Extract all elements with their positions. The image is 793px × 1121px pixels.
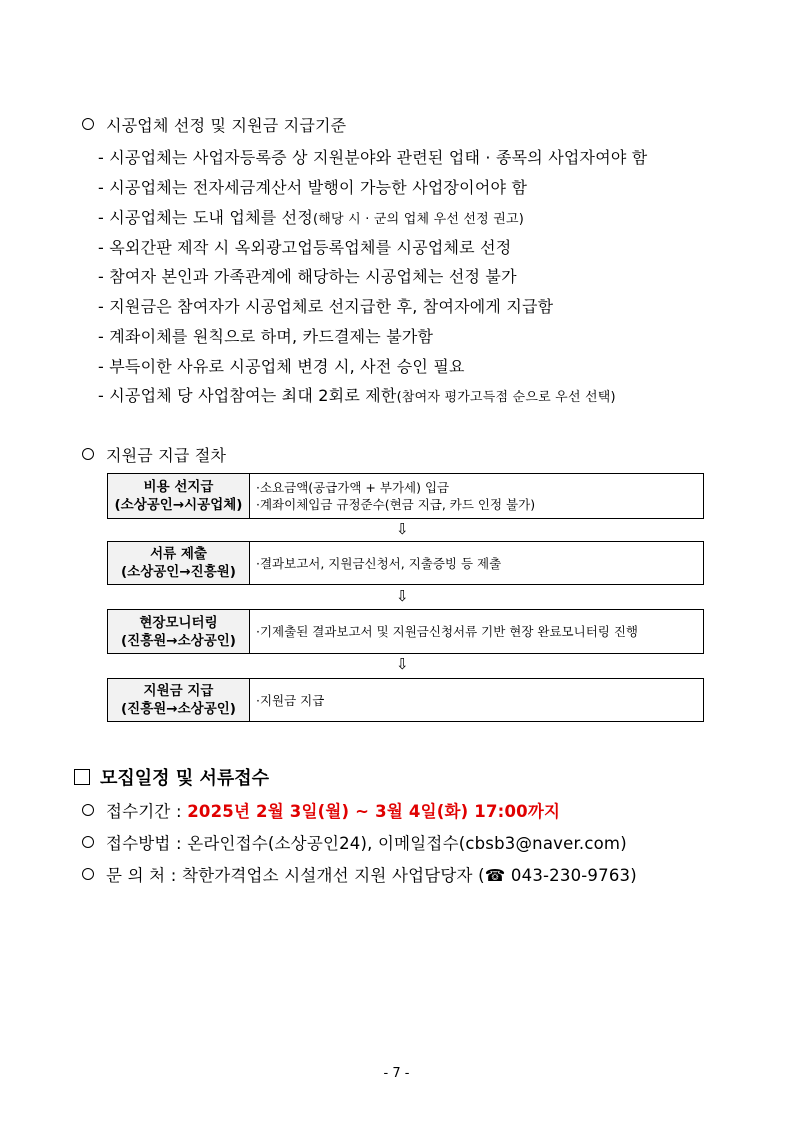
step-label: 현장모니터링 (진흥원→소상공인)	[108, 610, 250, 653]
criteria-item: - 시공업체 당 사업참여는 최대 2회로 제한(참여자 평가고득점 순으로 우선 선택)	[98, 386, 616, 405]
criteria-item: - 옥외간판 제작 시 옥외광고업등록업체를 시공업체로 선정	[98, 238, 512, 257]
recruit-method: 접수방법 : 온라인접수(소상공인24), 이메일접수(cbsb3@naver.com)	[82, 830, 627, 854]
step-description: ·기제출된 결과보고서 및 지원금신청서류 기반 현장 완료모니터링 진행	[256, 624, 638, 639]
procedure-step	[107, 541, 704, 585]
criteria-item: - 부득이한 사유로 시공업체 변경 시, 사전 승인 필요	[98, 357, 465, 376]
recruit-heading: 모집일정 및 서류접수	[74, 764, 269, 790]
procedure-step	[107, 473, 704, 519]
down-arrow-icon: ⇩	[396, 655, 409, 673]
step-description: ·결과보고서, 지원금신청서, 지출증빙 등 제출	[256, 555, 502, 571]
circle-bullet-icon	[82, 868, 94, 880]
criteria-item: - 지원금은 참여자가 시공업체로 선지급한 후, 참여자에게 지급함	[98, 297, 554, 316]
circle-bullet-icon	[82, 836, 94, 848]
down-arrow-icon: ⇩	[396, 520, 409, 538]
criteria-item: - 계좌이체를 원칙으로 하며, 카드결제는 불가함	[98, 327, 434, 346]
square-bullet-icon	[74, 769, 90, 785]
step-description: ·지원금 지급	[256, 692, 325, 708]
step-description: ·소요금액(공급가액 + 부가세) 입금 ·계좌이체입금 규정준수(현금 지급, 카드 인정 불가)	[256, 480, 536, 512]
circle-bullet-icon	[82, 804, 94, 816]
criteria-heading: 시공업체 선정 및 지원금 지급기준	[82, 113, 346, 136]
procedure-step	[107, 609, 704, 654]
circle-bullet-icon	[82, 118, 94, 130]
criteria-item: - 참여자 본인과 가족관계에 해당하는 시공업체는 선정 불가	[98, 267, 517, 286]
procedure-step	[107, 678, 704, 722]
procedure-heading: 지원금 지급 절차	[82, 443, 226, 466]
page-number: - 7 -	[383, 1066, 410, 1081]
step-label: 비용 선지급 (소상공인→시공업체)	[108, 474, 250, 518]
recruit-contact: 문 의 처 : 착한가격업소 시설개선 지원 사업담당자 (☎ 043-230-9763)	[82, 862, 637, 886]
down-arrow-icon: ⇩	[396, 587, 409, 605]
circle-bullet-icon	[82, 448, 94, 460]
recruit-period: 접수기간 : 2025년 2월 3일(월) ~ 3월 4일(화) 17:00까지	[82, 798, 560, 822]
criteria-item: - 시공업체는 도내 업체를 선정(해당 시 · 군의 업체 우선 선정 권고)	[98, 208, 525, 227]
step-label: 지원금 지급 (진흥원→소상공인)	[108, 679, 250, 721]
criteria-item: - 시공업체는 사업자등록증 상 지원분야와 관련된 업태 · 종목의 사업자여야 함	[98, 148, 648, 167]
step-label: 서류 제출 (소상공인→진흥원)	[108, 542, 250, 584]
criteria-item: - 시공업체는 전자세금계산서 발행이 가능한 사업장이어야 함	[98, 178, 528, 197]
